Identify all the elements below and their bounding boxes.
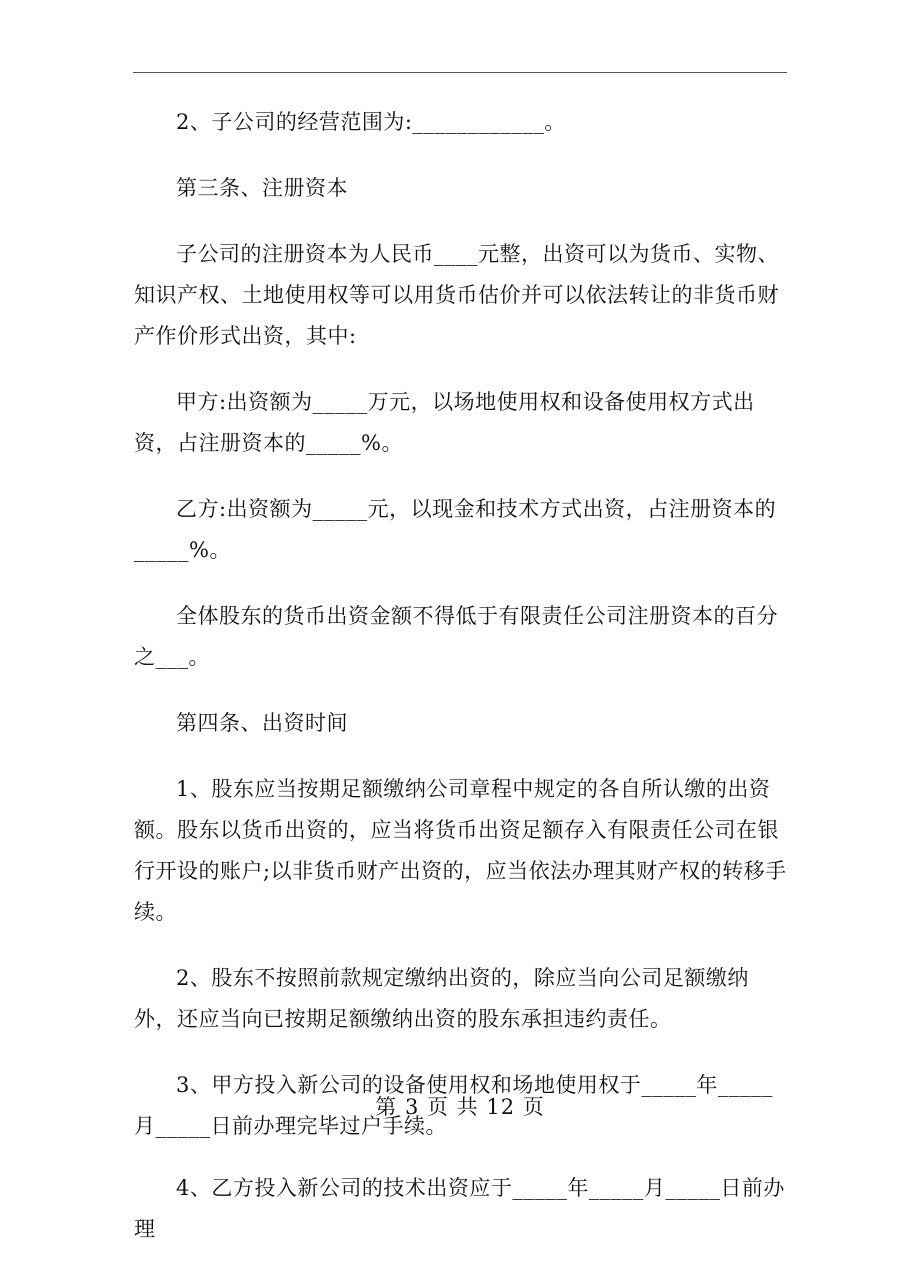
heading-article-3: 第三条、注册资本 bbox=[176, 176, 348, 200]
paragraph-registered-capital: 子公司的注册资本为人民币____元整，出资可以为货币、实物、知识产权、土地使用权等可以用货币估价并可以依法转让的非货币财产作价形式出资，其中: bbox=[134, 242, 779, 348]
heading-article-4: 第四条、出资时间 bbox=[176, 711, 348, 735]
paragraph-item-2: 2、股东不按照前款规定缴纳出资的，除应当向公司足额缴纳外，还应当向已按期足额缴纳出资的股东承担违约责任。 bbox=[134, 966, 749, 1031]
paragraph-item-4: 4、乙方投入新公司的技术出资应于_____年_____月_____日前办理 bbox=[134, 1176, 785, 1241]
paragraph-item-3: 3、甲方投入新公司的设备使用权和场地使用权于_____年_____月_____日前办理完毕过户手续。 bbox=[134, 1073, 773, 1138]
paragraph-party-b: 乙方:出资额为_____元，以现金和技术方式出资，占注册资本的_____%。 bbox=[134, 497, 777, 562]
paragraph-business-scope: 2、子公司的经营范围为:____________。 bbox=[176, 110, 566, 134]
paragraph-monetary-contribution: 全体股东的货币出资金额不得低于有限责任公司注册资本的百分之___。 bbox=[134, 604, 778, 669]
header-rule bbox=[133, 72, 787, 73]
paragraph-item-1: 1、股东应当按期足额缴纳公司章程中规定的各自所认缴的出资额。股东以货币出资的，应当将货币出资足额存入有限责任公司在银行开设的账户;以非货币财产出资的，应当依法办理其财产权的转移手续。 bbox=[134, 777, 787, 924]
page-number: 第 3 页 共 12 页 bbox=[375, 1095, 545, 1119]
paragraph-party-a: 甲方:出资额为_____万元，以场地使用权和设备使用权方式出资，占注册资本的_____%。 bbox=[134, 390, 755, 455]
